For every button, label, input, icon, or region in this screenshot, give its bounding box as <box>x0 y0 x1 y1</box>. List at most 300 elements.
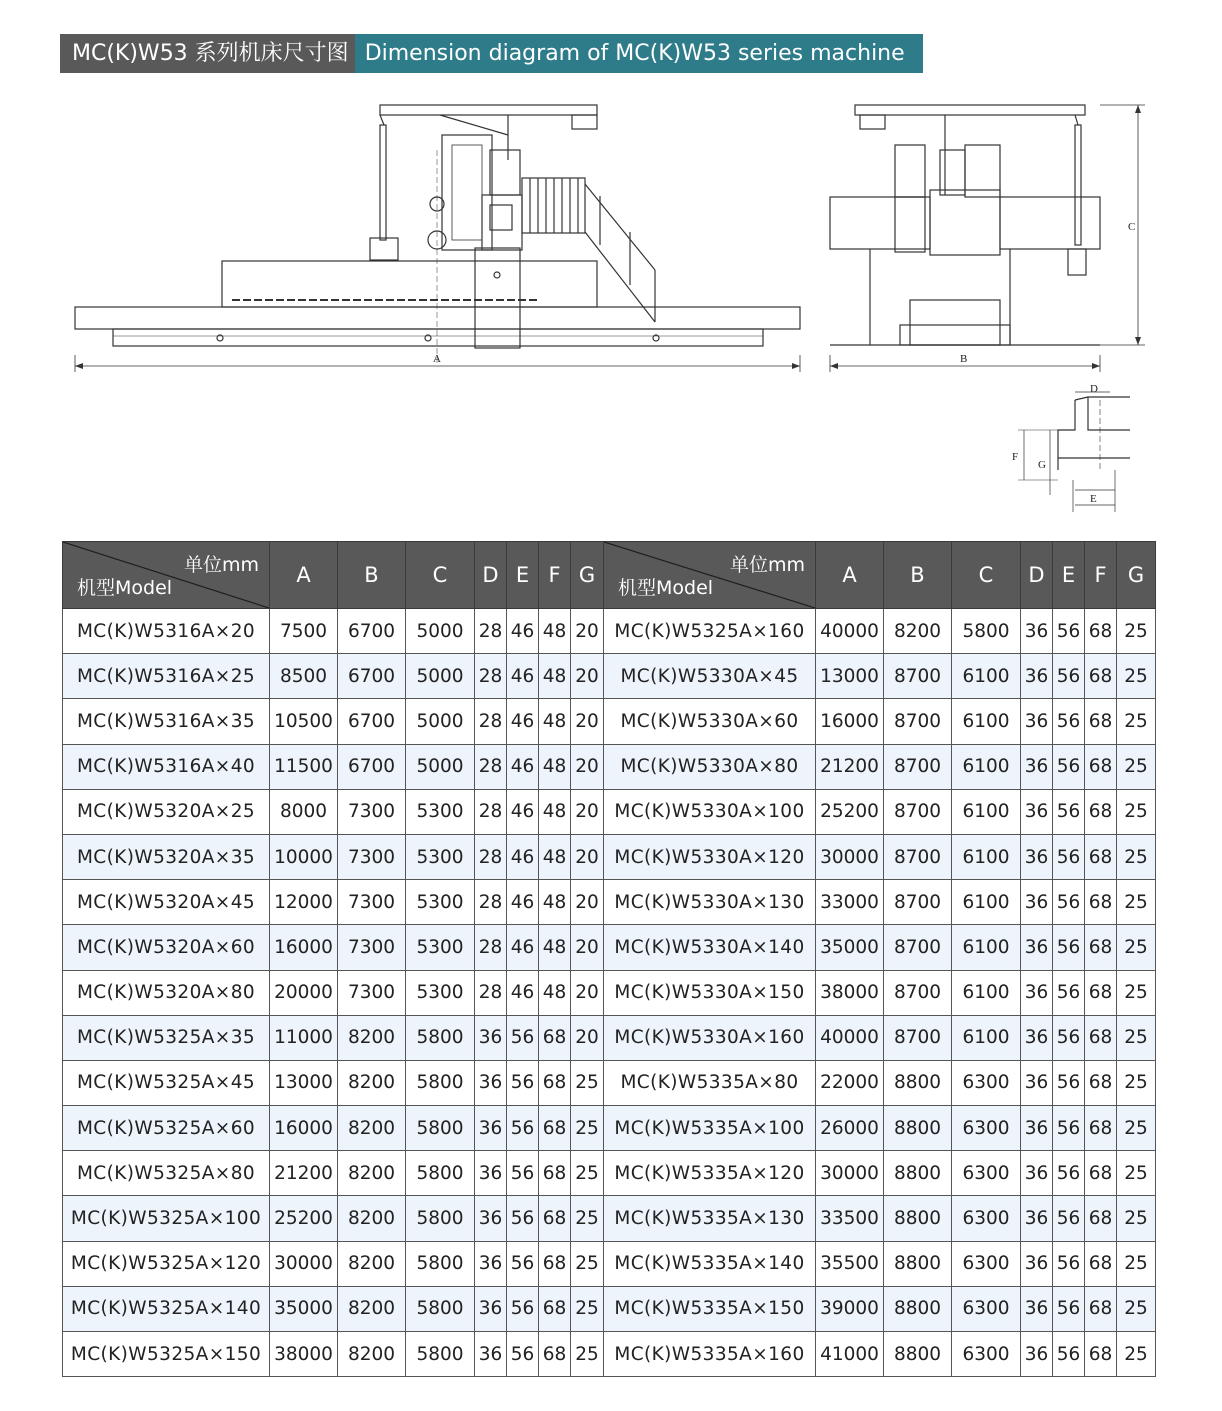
model-cell: MC(K)W5325A×80 <box>63 1151 270 1196</box>
value-cell-d: 36 <box>475 1332 507 1377</box>
value-cell-f: 68 <box>1085 1151 1117 1196</box>
value-cell-e: 56 <box>507 1286 539 1331</box>
value-cell-f: 68 <box>1085 1060 1117 1105</box>
value-cell-e: 56 <box>507 1106 539 1151</box>
table-row <box>63 744 1156 789</box>
value-cell-d: 36 <box>1021 834 1053 879</box>
value-cell-b: 8700 <box>884 744 952 789</box>
value-cell-b: 8200 <box>338 1196 406 1241</box>
value-cell-a: 16000 <box>270 1106 338 1151</box>
value-cell-e: 56 <box>1053 1151 1085 1196</box>
value-cell-e: 46 <box>507 699 539 744</box>
table-row <box>63 609 1156 654</box>
value-cell-e: 46 <box>507 925 539 970</box>
value-cell-b: 6700 <box>338 699 406 744</box>
value-cell-b: 8700 <box>884 1015 952 1060</box>
value-cell-g: 25 <box>1117 699 1156 744</box>
value-cell-c: 6100 <box>952 1015 1021 1060</box>
table-row <box>63 970 1156 1015</box>
model-cell: MC(K)W5325A×140 <box>63 1286 270 1331</box>
table-row <box>63 1332 1156 1377</box>
value-cell-f: 68 <box>1085 654 1117 699</box>
column-header-f: F <box>539 542 571 609</box>
model-cell: MC(K)W5335A×130 <box>604 1196 816 1241</box>
value-cell-c: 5000 <box>406 609 475 654</box>
value-cell-e: 56 <box>1053 744 1085 789</box>
value-cell-a: 25200 <box>816 789 884 834</box>
value-cell-c: 5000 <box>406 654 475 699</box>
table-row <box>63 1286 1156 1331</box>
value-cell-f: 48 <box>539 970 571 1015</box>
column-header-a: A <box>270 542 338 609</box>
value-cell-e: 56 <box>507 1332 539 1377</box>
model-cell: MC(K)W5335A×160 <box>604 1332 816 1377</box>
model-cell: MC(K)W5325A×100 <box>63 1196 270 1241</box>
value-cell-c: 5300 <box>406 925 475 970</box>
value-cell-f: 48 <box>539 880 571 925</box>
value-cell-a: 12000 <box>270 880 338 925</box>
value-cell-c: 5800 <box>406 1286 475 1331</box>
value-cell-e: 56 <box>1053 654 1085 699</box>
value-cell-g: 25 <box>1117 1151 1156 1196</box>
value-cell-c: 5300 <box>406 970 475 1015</box>
value-cell-c: 5800 <box>406 1151 475 1196</box>
value-cell-a: 30000 <box>816 834 884 879</box>
value-cell-e: 56 <box>1053 1196 1085 1241</box>
value-cell-a: 10000 <box>270 834 338 879</box>
value-cell-d: 28 <box>475 609 507 654</box>
table-header-row <box>63 542 1156 609</box>
value-cell-b: 8700 <box>884 970 952 1015</box>
value-cell-b: 8200 <box>338 1060 406 1105</box>
value-cell-g: 25 <box>1117 1286 1156 1331</box>
value-cell-b: 8200 <box>338 1151 406 1196</box>
value-cell-e: 56 <box>1053 880 1085 925</box>
value-cell-d: 28 <box>475 789 507 834</box>
model-cell: MC(K)W5320A×60 <box>63 925 270 970</box>
value-cell-f: 68 <box>1085 1241 1117 1286</box>
value-cell-a: 33500 <box>816 1196 884 1241</box>
table-row <box>63 1015 1156 1060</box>
value-cell-d: 28 <box>475 654 507 699</box>
value-cell-b: 8200 <box>338 1106 406 1151</box>
value-cell-e: 56 <box>1053 1332 1085 1377</box>
value-cell-d: 28 <box>475 970 507 1015</box>
value-cell-a: 35000 <box>816 925 884 970</box>
value-cell-g: 20 <box>571 789 604 834</box>
value-cell-g: 25 <box>571 1151 604 1196</box>
value-cell-a: 22000 <box>816 1060 884 1105</box>
value-cell-a: 21200 <box>816 744 884 789</box>
model-cell: MC(K)W5316A×40 <box>63 744 270 789</box>
value-cell-g: 20 <box>571 880 604 925</box>
model-label: 机型Model <box>77 577 173 599</box>
value-cell-e: 56 <box>1053 1060 1085 1105</box>
model-cell: MC(K)W5320A×35 <box>63 834 270 879</box>
value-cell-d: 36 <box>475 1060 507 1105</box>
value-cell-e: 46 <box>507 970 539 1015</box>
detail-label-d: D <box>1090 383 1098 395</box>
value-cell-f: 48 <box>539 699 571 744</box>
value-cell-a: 26000 <box>816 1106 884 1151</box>
value-cell-a: 35500 <box>816 1241 884 1286</box>
model-cell: MC(K)W5335A×140 <box>604 1241 816 1286</box>
value-cell-a: 8500 <box>270 654 338 699</box>
value-cell-d: 36 <box>475 1106 507 1151</box>
value-cell-e: 56 <box>1053 1015 1085 1060</box>
value-cell-f: 48 <box>539 609 571 654</box>
value-cell-c: 5800 <box>406 1060 475 1105</box>
value-cell-g: 20 <box>571 925 604 970</box>
value-cell-f: 68 <box>1085 970 1117 1015</box>
value-cell-b: 7300 <box>338 925 406 970</box>
value-cell-f: 48 <box>539 834 571 879</box>
table-row <box>63 1060 1156 1105</box>
table-body <box>63 609 1156 1377</box>
value-cell-c: 6100 <box>952 925 1021 970</box>
value-cell-e: 46 <box>507 880 539 925</box>
value-cell-b: 8800 <box>884 1332 952 1377</box>
value-cell-b: 7300 <box>338 789 406 834</box>
model-cell: MC(K)W5316A×25 <box>63 654 270 699</box>
value-cell-b: 7300 <box>338 880 406 925</box>
machine-dimension-drawing <box>0 0 1222 530</box>
value-cell-a: 7500 <box>270 609 338 654</box>
value-cell-d: 28 <box>475 699 507 744</box>
value-cell-g: 25 <box>1117 1060 1156 1105</box>
value-cell-c: 5800 <box>952 609 1021 654</box>
value-cell-d: 36 <box>475 1151 507 1196</box>
model-cell: MC(K)W5330A×130 <box>604 880 816 925</box>
model-cell: MC(K)W5330A×60 <box>604 699 816 744</box>
value-cell-a: 40000 <box>816 609 884 654</box>
value-cell-b: 8700 <box>884 834 952 879</box>
value-cell-c: 5800 <box>406 1106 475 1151</box>
column-header-f: F <box>1085 542 1117 609</box>
value-cell-b: 8200 <box>338 1015 406 1060</box>
header-diagonal-cell-right <box>604 542 816 609</box>
value-cell-b: 6700 <box>338 654 406 699</box>
table-row <box>63 699 1156 744</box>
model-cell: MC(K)W5335A×80 <box>604 1060 816 1105</box>
table-row <box>63 654 1156 699</box>
value-cell-e: 56 <box>507 1196 539 1241</box>
value-cell-g: 25 <box>571 1332 604 1377</box>
model-cell: MC(K)W5330A×100 <box>604 789 816 834</box>
value-cell-c: 5800 <box>406 1015 475 1060</box>
model-cell: MC(K)W5320A×25 <box>63 789 270 834</box>
value-cell-a: 11000 <box>270 1015 338 1060</box>
header-diagonal-cell-left <box>63 542 270 609</box>
model-cell: MC(K)W5335A×100 <box>604 1106 816 1151</box>
value-cell-b: 8200 <box>884 609 952 654</box>
value-cell-d: 36 <box>475 1015 507 1060</box>
model-cell: MC(K)W5325A×150 <box>63 1332 270 1377</box>
value-cell-a: 35000 <box>270 1286 338 1331</box>
value-cell-c: 5800 <box>406 1196 475 1241</box>
value-cell-c: 5800 <box>406 1332 475 1377</box>
dimension-label-c: C <box>1128 221 1136 233</box>
value-cell-e: 46 <box>507 609 539 654</box>
value-cell-g: 20 <box>571 744 604 789</box>
model-cell: MC(K)W5325A×35 <box>63 1015 270 1060</box>
value-cell-g: 25 <box>1117 1332 1156 1377</box>
column-header-e: E <box>1053 542 1085 609</box>
value-cell-b: 8700 <box>884 654 952 699</box>
value-cell-c: 6300 <box>952 1241 1021 1286</box>
model-cell: MC(K)W5325A×160 <box>604 609 816 654</box>
value-cell-a: 38000 <box>816 970 884 1015</box>
value-cell-c: 5000 <box>406 699 475 744</box>
value-cell-e: 56 <box>1053 1241 1085 1286</box>
value-cell-f: 68 <box>1085 1286 1117 1331</box>
value-cell-c: 6300 <box>952 1060 1021 1105</box>
model-cell: MC(K)W5325A×60 <box>63 1106 270 1151</box>
value-cell-g: 25 <box>1117 1241 1156 1286</box>
value-cell-d: 36 <box>1021 1060 1053 1105</box>
model-cell: MC(K)W5325A×45 <box>63 1060 270 1105</box>
value-cell-d: 36 <box>1021 654 1053 699</box>
value-cell-f: 68 <box>1085 744 1117 789</box>
value-cell-a: 30000 <box>816 1151 884 1196</box>
value-cell-d: 36 <box>1021 1106 1053 1151</box>
value-cell-d: 36 <box>1021 880 1053 925</box>
model-label: 机型Model <box>618 577 714 599</box>
value-cell-e: 56 <box>1053 699 1085 744</box>
value-cell-c: 6100 <box>952 834 1021 879</box>
unit-label: 单位mm <box>183 554 259 576</box>
model-cell: MC(K)W5330A×150 <box>604 970 816 1015</box>
value-cell-d: 28 <box>475 880 507 925</box>
value-cell-f: 68 <box>539 1241 571 1286</box>
value-cell-d: 36 <box>1021 1241 1053 1286</box>
value-cell-g: 25 <box>1117 1196 1156 1241</box>
value-cell-f: 68 <box>1085 1196 1117 1241</box>
table-row <box>63 1196 1156 1241</box>
value-cell-a: 30000 <box>270 1241 338 1286</box>
value-cell-d: 28 <box>475 925 507 970</box>
value-cell-g: 20 <box>571 970 604 1015</box>
value-cell-c: 5300 <box>406 789 475 834</box>
value-cell-c: 6100 <box>952 744 1021 789</box>
table-row <box>63 925 1156 970</box>
value-cell-d: 36 <box>475 1241 507 1286</box>
dimension-table <box>62 541 1156 1377</box>
value-cell-e: 46 <box>507 789 539 834</box>
value-cell-b: 7300 <box>338 970 406 1015</box>
column-header-b: B <box>338 542 406 609</box>
model-cell: MC(K)W5330A×45 <box>604 654 816 699</box>
model-cell: MC(K)W5316A×35 <box>63 699 270 744</box>
column-header-g: G <box>1117 542 1156 609</box>
value-cell-e: 56 <box>1053 834 1085 879</box>
value-cell-g: 25 <box>1117 654 1156 699</box>
value-cell-d: 36 <box>1021 1332 1053 1377</box>
value-cell-b: 8800 <box>884 1151 952 1196</box>
value-cell-f: 68 <box>1085 1015 1117 1060</box>
table-row <box>63 880 1156 925</box>
model-cell: MC(K)W5330A×140 <box>604 925 816 970</box>
value-cell-g: 25 <box>571 1196 604 1241</box>
value-cell-c: 6100 <box>952 699 1021 744</box>
column-header-g: G <box>571 542 604 609</box>
value-cell-d: 28 <box>475 744 507 789</box>
value-cell-f: 68 <box>1085 834 1117 879</box>
column-header-c: C <box>952 542 1021 609</box>
value-cell-g: 25 <box>1117 789 1156 834</box>
value-cell-g: 25 <box>571 1060 604 1105</box>
unit-label: 单位mm <box>729 554 805 576</box>
value-cell-c: 6300 <box>952 1332 1021 1377</box>
value-cell-e: 56 <box>1053 1106 1085 1151</box>
value-cell-b: 8800 <box>884 1241 952 1286</box>
value-cell-f: 68 <box>1085 609 1117 654</box>
value-cell-g: 25 <box>571 1241 604 1286</box>
value-cell-c: 6100 <box>952 789 1021 834</box>
table-row <box>63 789 1156 834</box>
value-cell-b: 8800 <box>884 1286 952 1331</box>
value-cell-a: 33000 <box>816 880 884 925</box>
value-cell-g: 20 <box>571 834 604 879</box>
value-cell-b: 8200 <box>338 1286 406 1331</box>
value-cell-c: 6300 <box>952 1286 1021 1331</box>
value-cell-d: 36 <box>1021 744 1053 789</box>
value-cell-e: 56 <box>507 1060 539 1105</box>
value-cell-c: 6300 <box>952 1106 1021 1151</box>
value-cell-f: 68 <box>539 1015 571 1060</box>
value-cell-b: 7300 <box>338 834 406 879</box>
value-cell-e: 46 <box>507 744 539 789</box>
value-cell-e: 56 <box>507 1241 539 1286</box>
value-cell-a: 39000 <box>816 1286 884 1331</box>
model-cell: MC(K)W5335A×150 <box>604 1286 816 1331</box>
value-cell-g: 25 <box>1117 1015 1156 1060</box>
value-cell-b: 8200 <box>338 1332 406 1377</box>
value-cell-d: 36 <box>1021 1196 1053 1241</box>
value-cell-g: 20 <box>571 1015 604 1060</box>
value-cell-f: 68 <box>539 1060 571 1105</box>
value-cell-d: 36 <box>1021 699 1053 744</box>
value-cell-d: 28 <box>475 834 507 879</box>
detail-label-f: F <box>1012 451 1019 463</box>
value-cell-a: 8000 <box>270 789 338 834</box>
column-header-d: D <box>1021 542 1053 609</box>
column-header-e: E <box>507 542 539 609</box>
value-cell-b: 6700 <box>338 744 406 789</box>
t-slot-detail-drawing <box>1018 392 1130 512</box>
value-cell-b: 8700 <box>884 789 952 834</box>
value-cell-c: 6100 <box>952 970 1021 1015</box>
value-cell-a: 40000 <box>816 1015 884 1060</box>
value-cell-g: 25 <box>1117 609 1156 654</box>
value-cell-a: 20000 <box>270 970 338 1015</box>
value-cell-f: 48 <box>539 744 571 789</box>
value-cell-g: 20 <box>571 654 604 699</box>
value-cell-g: 25 <box>571 1286 604 1331</box>
value-cell-f: 48 <box>539 925 571 970</box>
value-cell-a: 11500 <box>270 744 338 789</box>
value-cell-e: 56 <box>1053 609 1085 654</box>
value-cell-e: 56 <box>1053 1286 1085 1331</box>
value-cell-a: 10500 <box>270 699 338 744</box>
value-cell-g: 25 <box>1117 834 1156 879</box>
column-header-d: D <box>475 542 507 609</box>
value-cell-b: 8700 <box>884 880 952 925</box>
value-cell-g: 25 <box>1117 744 1156 789</box>
front-view-drawing <box>830 105 1145 372</box>
value-cell-d: 36 <box>1021 1015 1053 1060</box>
value-cell-e: 46 <box>507 834 539 879</box>
model-cell: MC(K)W5320A×45 <box>63 880 270 925</box>
value-cell-f: 68 <box>539 1106 571 1151</box>
value-cell-g: 25 <box>1117 880 1156 925</box>
table-row <box>63 1106 1156 1151</box>
value-cell-d: 36 <box>1021 609 1053 654</box>
value-cell-a: 16000 <box>816 699 884 744</box>
model-cell: MC(K)W5325A×120 <box>63 1241 270 1286</box>
value-cell-b: 8700 <box>884 925 952 970</box>
value-cell-g: 25 <box>1117 970 1156 1015</box>
dimension-label-a: A <box>433 353 441 365</box>
value-cell-c: 5000 <box>406 744 475 789</box>
model-cell: MC(K)W5330A×160 <box>604 1015 816 1060</box>
value-cell-b: 8800 <box>884 1060 952 1105</box>
value-cell-a: 38000 <box>270 1332 338 1377</box>
value-cell-g: 25 <box>571 1106 604 1151</box>
value-cell-c: 6300 <box>952 1151 1021 1196</box>
value-cell-b: 6700 <box>338 609 406 654</box>
dimension-label-b: B <box>960 353 968 365</box>
value-cell-f: 68 <box>539 1196 571 1241</box>
title-chinese: MC(K)W53 系列机床尺寸图 <box>60 34 355 73</box>
value-cell-d: 36 <box>1021 1151 1053 1196</box>
value-cell-c: 5300 <box>406 834 475 879</box>
model-cell: MC(K)W5330A×120 <box>604 834 816 879</box>
value-cell-f: 48 <box>539 789 571 834</box>
value-cell-f: 68 <box>1085 699 1117 744</box>
value-cell-a: 25200 <box>270 1196 338 1241</box>
value-cell-g: 25 <box>1117 925 1156 970</box>
value-cell-a: 16000 <box>270 925 338 970</box>
detail-label-e: E <box>1090 493 1097 505</box>
model-cell: MC(K)W5316A×20 <box>63 609 270 654</box>
value-cell-g: 20 <box>571 699 604 744</box>
model-cell: MC(K)W5320A×80 <box>63 970 270 1015</box>
table-row <box>63 834 1156 879</box>
table-row <box>63 1241 1156 1286</box>
value-cell-d: 36 <box>1021 925 1053 970</box>
value-cell-f: 68 <box>1085 1106 1117 1151</box>
title-english: Dimension diagram of MC(K)W53 series machine <box>355 34 923 73</box>
value-cell-d: 36 <box>475 1286 507 1331</box>
value-cell-a: 41000 <box>816 1332 884 1377</box>
value-cell-a: 13000 <box>270 1060 338 1105</box>
value-cell-b: 8200 <box>338 1241 406 1286</box>
value-cell-f: 48 <box>539 654 571 699</box>
value-cell-b: 8700 <box>884 699 952 744</box>
value-cell-e: 56 <box>507 1015 539 1060</box>
value-cell-f: 68 <box>1085 1332 1117 1377</box>
detail-label-g: G <box>1038 459 1046 471</box>
value-cell-e: 46 <box>507 654 539 699</box>
value-cell-e: 56 <box>1053 925 1085 970</box>
value-cell-f: 68 <box>539 1332 571 1377</box>
value-cell-f: 68 <box>1085 880 1117 925</box>
value-cell-d: 36 <box>475 1196 507 1241</box>
value-cell-a: 21200 <box>270 1151 338 1196</box>
value-cell-c: 5800 <box>406 1241 475 1286</box>
value-cell-c: 6100 <box>952 654 1021 699</box>
